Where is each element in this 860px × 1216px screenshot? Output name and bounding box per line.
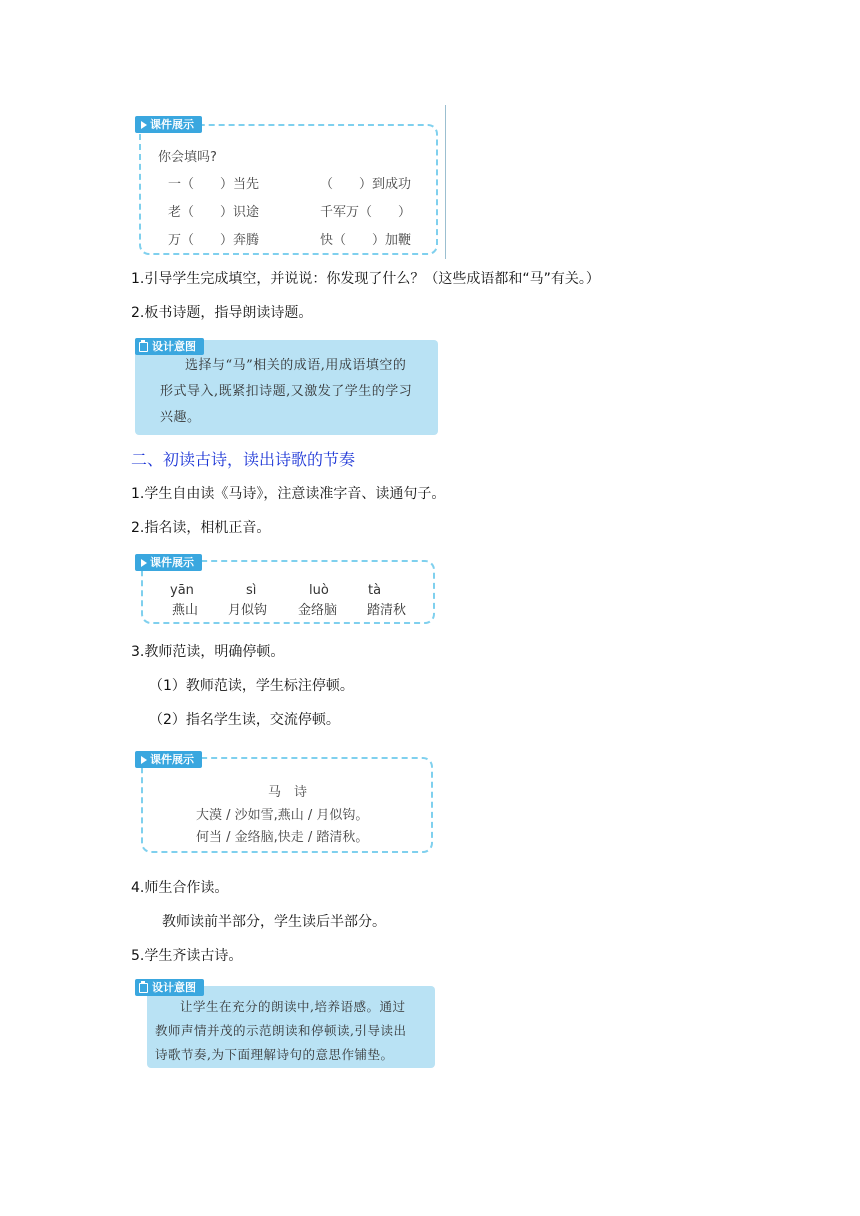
design-intent-tag-label: 设计意图: [152, 981, 196, 994]
idiom-blank: 万（ ）奔腾: [168, 233, 260, 248]
intent-line: 选择与“马”相关的成语,用成语填空的: [185, 358, 407, 373]
divider-line: [445, 105, 446, 259]
step-2-text: 2.板书诗题，指导朗读诗题。: [131, 305, 313, 321]
idiom-blank: 快（ ）加鞭: [320, 233, 412, 248]
intent-line: 形式导入,既紧扣诗题,又激发了学生的学习: [160, 384, 413, 399]
poem-line: 何当 / 金络脑,快走 / 踏清秋。: [196, 830, 369, 845]
step-3-text: 3.教师范读，明确停顿。: [131, 644, 285, 660]
pinyin-label: tà: [368, 583, 382, 598]
clipboard-icon: [139, 342, 148, 352]
poem-line: 大漠 / 沙如雪,燕山 / 月似钩。: [196, 808, 369, 823]
play-icon: [141, 756, 147, 764]
pinyin-word: 金络脑: [298, 603, 338, 618]
design-intent-tag-label: 设计意图: [152, 340, 196, 353]
fill-prompt: 你会填吗?: [158, 150, 217, 165]
clipboard-icon: [139, 983, 148, 993]
pinyin-word: 月似钩: [228, 603, 268, 618]
sub-step-text: （2）指名学生读，交流停顿。: [149, 712, 340, 728]
sub-step-text: （1）教师范读，学生标注停顿。: [149, 678, 354, 694]
intent-line: 诗歌节奏,为下面理解诗句的意思作铺垫。: [155, 1047, 394, 1062]
play-icon: [141, 121, 147, 129]
courseware-tag-label: 课件展示: [150, 556, 194, 569]
step-4-text: 4.师生合作读。: [131, 880, 229, 896]
step-1-text: 1.学生自由读《马诗》，注意读准字音、读通句子。: [131, 486, 446, 502]
courseware-tag-label: 课件展示: [150, 753, 194, 766]
step-4-detail: 教师读前半部分，学生读后半部分。: [162, 914, 386, 930]
idiom-blank: 老（ ）识途: [168, 205, 260, 220]
courseware-tag: [135, 751, 202, 768]
idiom-blank: 千军万（ ）: [320, 205, 412, 220]
intent-line: 让学生在充分的朗读中,培养语感。通过: [180, 999, 406, 1014]
poem-title: 马 诗: [268, 785, 308, 800]
step-1-text: 1.引导学生完成填空，并说说：你发现了什么？（这些成语都和“马”有关。）: [131, 271, 600, 287]
courseware-tag-label: 课件展示: [150, 118, 194, 131]
courseware-tag: [135, 116, 202, 133]
pinyin-label: yān: [170, 583, 194, 598]
pinyin-word: 踏清秋: [367, 603, 407, 618]
pinyin-label: luò: [309, 583, 329, 598]
pinyin-word: 燕山: [172, 603, 199, 618]
idiom-blank: 一（ ）当先: [168, 177, 260, 192]
pinyin-label: sì: [246, 583, 257, 598]
intent-line: 教师声情并茂的示范朗读和停顿读,引导读出: [155, 1023, 407, 1038]
section-heading: 二、初读古诗，读出诗歌的节奏: [131, 450, 356, 469]
idiom-blank: （ ）到成功: [320, 177, 412, 192]
step-2-text: 2.指名读，相机正音。: [131, 520, 271, 536]
courseware-tag: [135, 554, 202, 571]
intent-line: 兴趣。: [160, 410, 201, 425]
play-icon: [141, 559, 147, 567]
step-5-text: 5.学生齐读古诗。: [131, 948, 243, 964]
